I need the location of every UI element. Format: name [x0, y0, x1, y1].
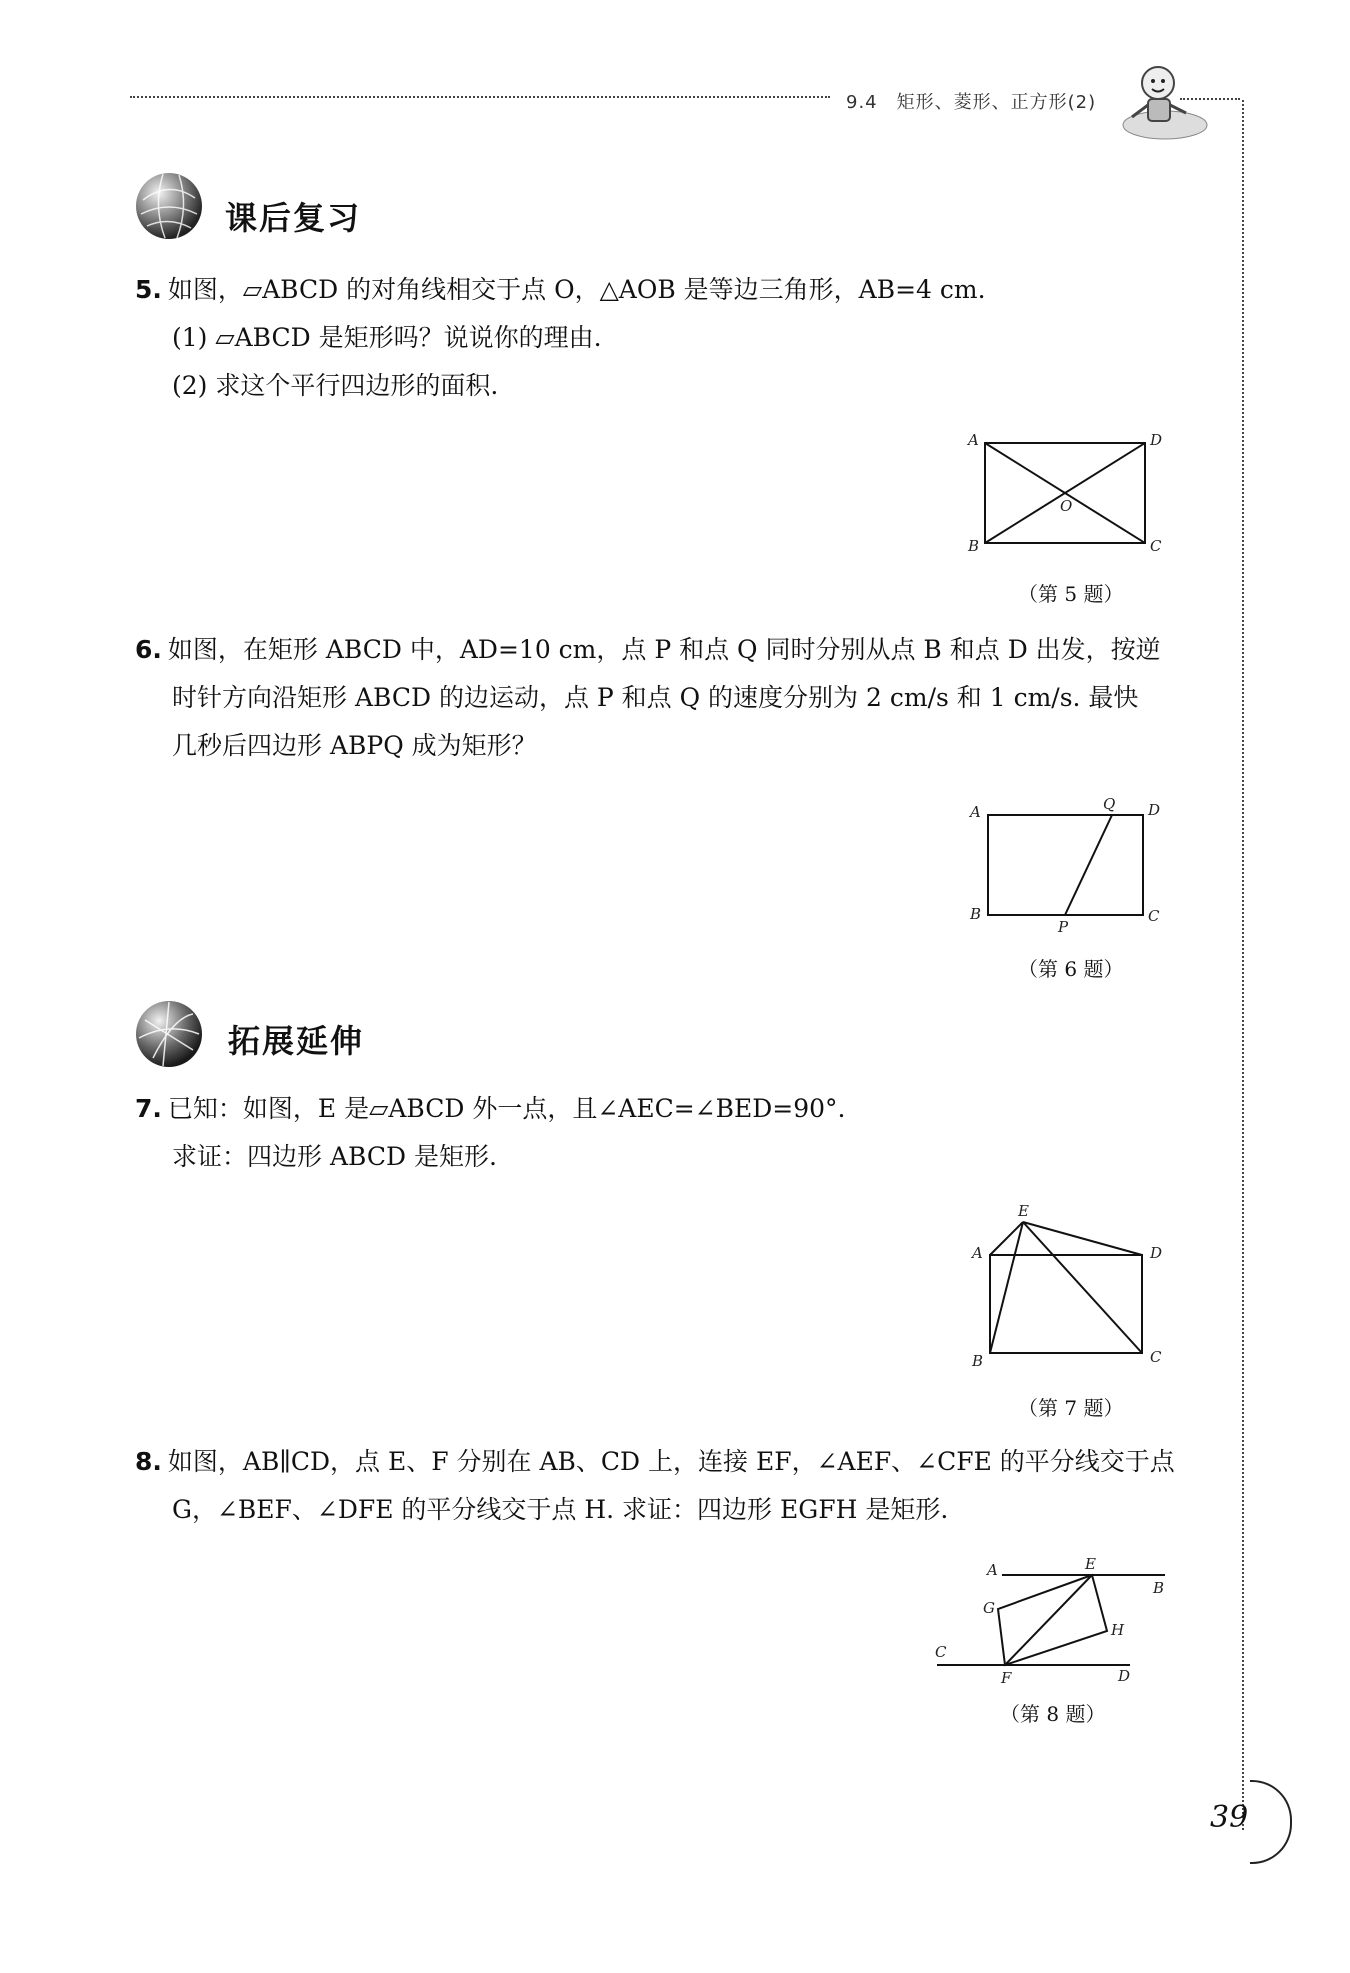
label-O: O — [1060, 497, 1073, 515]
label-C: C — [935, 1643, 947, 1661]
globe-icon — [133, 170, 205, 242]
globe-icon — [133, 998, 205, 1070]
question-number: 5. — [135, 275, 162, 304]
margin-rule — [1242, 100, 1244, 1830]
question-text: 时针方向沿矩形 ABCD 的边运动，点 P 和点 Q 的速度分别为 2 cm/s 和 1 cm/s. 最快 — [172, 683, 1139, 712]
section-title-review: 课后复习 — [225, 199, 362, 237]
running-header: 9.4 矩形、菱形、正方形(2) — [846, 92, 1097, 113]
label-G: G — [983, 1599, 995, 1617]
figure-5 — [960, 425, 1170, 560]
label-H: H — [1111, 1621, 1125, 1639]
caption-6: （第 6 题） — [1018, 957, 1124, 981]
label-E: E — [1085, 1555, 1096, 1573]
question-text: (2) 求这个平行四边形的面积. — [172, 371, 499, 400]
label-A: A — [968, 431, 979, 449]
label-D: D — [1150, 1244, 1163, 1262]
question-6 — [135, 626, 1195, 770]
question-text: G，∠BEF、∠DFE 的平分线交于点 H. 求证：四边形 EGFH 是矩形. — [172, 1495, 949, 1524]
mascot-icon — [1110, 55, 1210, 145]
question-number: 8. — [135, 1447, 162, 1476]
label-B: B — [968, 537, 980, 555]
question-number: 6. — [135, 635, 162, 664]
question-text: 如图，▱ABCD 的对角线相交于点 O，△AOB 是等边三角形，AB=4 cm. — [167, 275, 986, 304]
caption-7: （第 7 题） — [1018, 1396, 1124, 1420]
caption-8: （第 8 题） — [1000, 1702, 1106, 1726]
question-number: 7. — [135, 1094, 162, 1123]
section-title-extension: 拓展延伸 — [228, 1022, 365, 1060]
label-E: E — [1018, 1202, 1029, 1220]
label-F: F — [1001, 1669, 1012, 1687]
figure-8 — [925, 1553, 1185, 1698]
question-text: 已知：如图，E 是▱ABCD 外一点，且∠AEC=∠BED=90°. — [167, 1094, 846, 1123]
question-7 — [135, 1085, 1195, 1181]
label-P: P — [1058, 918, 1069, 935]
figure-6 — [960, 795, 1170, 935]
figure-7 — [960, 1200, 1170, 1375]
label-B: B — [972, 1352, 984, 1370]
question-text: 求证：四边形 ABCD 是矩形. — [172, 1142, 497, 1171]
label-C: C — [1150, 537, 1162, 555]
page-number-arc — [1250, 1780, 1292, 1864]
caption-5: （第 5 题） — [1018, 582, 1124, 606]
label-D: D — [1150, 431, 1163, 449]
page-number: 39 — [1210, 1800, 1249, 1835]
label-A: A — [987, 1561, 998, 1579]
header-rule — [130, 96, 830, 98]
question-text: (1) ▱ABCD 是矩形吗？说说你的理由. — [172, 323, 602, 352]
label-C: C — [1148, 907, 1160, 925]
question-text: 几秒后四边形 ABPQ 成为矩形？ — [172, 731, 537, 760]
label-A: A — [972, 1244, 983, 1262]
label-D: D — [1118, 1667, 1131, 1685]
label-B: B — [970, 905, 982, 923]
question-text: 如图，在矩形 ABCD 中，AD=10 cm，点 P 和点 Q 同时分别从点 B 和点 D 出发，按逆 — [167, 635, 1161, 664]
label-B: B — [1153, 1579, 1165, 1597]
question-text: 如图，AB∥CD，点 E、F 分别在 AB、CD 上，连接 EF，∠AEF、∠CFE 的平分线交于点 — [167, 1447, 1175, 1476]
label-C: C — [1150, 1348, 1162, 1366]
label-A: A — [970, 803, 981, 821]
question-8 — [135, 1438, 1195, 1534]
question-5 — [135, 266, 1195, 410]
label-D: D — [1148, 801, 1161, 819]
label-Q: Q — [1103, 795, 1116, 813]
